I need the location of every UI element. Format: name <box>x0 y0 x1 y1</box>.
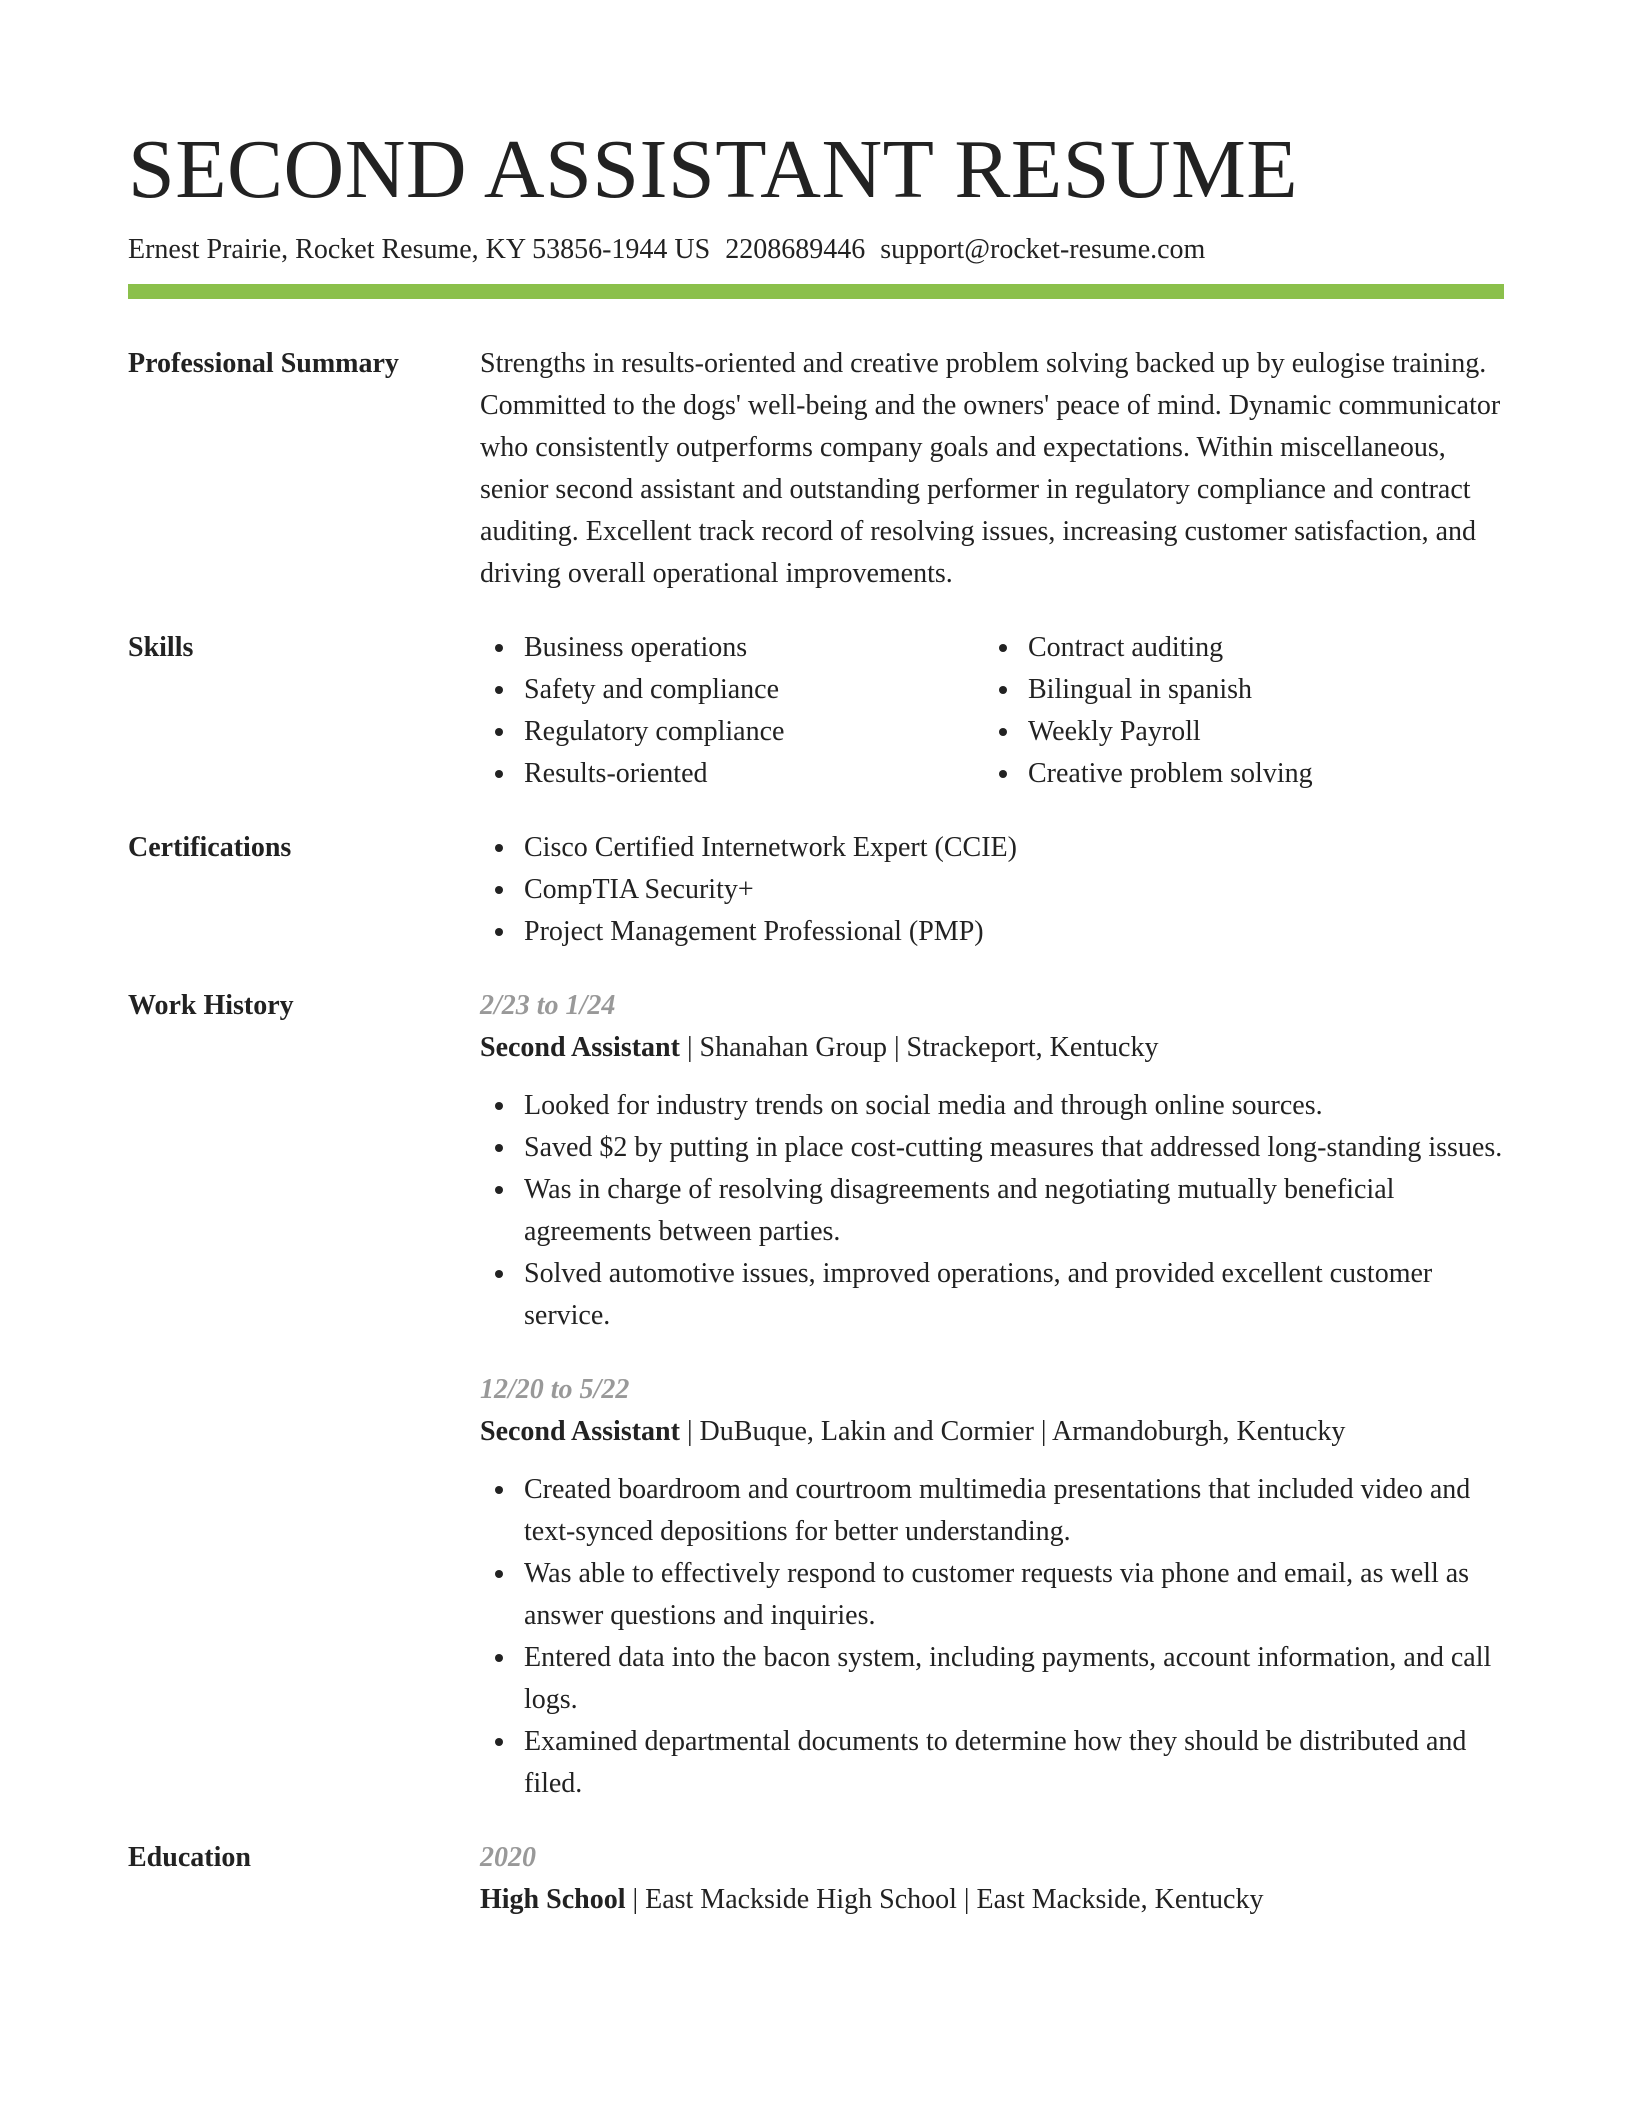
skill-item: Business operations <box>480 627 984 669</box>
contact-email: support@rocket-resume.com <box>880 234 1206 265</box>
skill-item: Results-oriented <box>480 753 984 795</box>
job-bullet: Was in charge of resolving disagreements and negotiating mutually beneficial agreements between parties. <box>480 1169 1504 1253</box>
education-heading: Education <box>128 1842 251 1873</box>
certification-item: Cisco Certified Internetwork Expert (CCIE) <box>480 827 1504 869</box>
contact-line <box>128 230 1504 270</box>
job-bullet: Solved automotive issues, improved operations, and provided excellent customer service. <box>480 1253 1504 1337</box>
job-bullets <box>480 1085 1504 1337</box>
contact-address: Ernest Prairie, Rocket Resume, KY 53856-1944 US <box>128 234 711 265</box>
skill-item: Bilingual in spanish <box>984 669 1488 711</box>
certifications-heading: Certifications <box>128 832 292 863</box>
education-section <box>128 1837 1504 1921</box>
job-bullet: Created boardroom and courtroom multimedia presentations that included video and text-synced depositions for better understanding. <box>480 1469 1504 1553</box>
education-details: | East Mackside High School | East Mackside, Kentucky <box>625 1884 1264 1915</box>
skills-section <box>128 627 1504 795</box>
skills-heading: Skills <box>128 632 194 663</box>
skills-column-right <box>984 627 1488 795</box>
skill-item: Regulatory compliance <box>480 711 984 753</box>
skill-item: Creative problem solving <box>984 753 1488 795</box>
job-role-line <box>480 1027 1504 1069</box>
job-details: | DuBuque, Lakin and Cormier | Armandoburgh, Kentucky <box>679 1416 1346 1447</box>
job-bullet: Examined departmental documents to determine how they should be distributed and filed. <box>480 1721 1504 1805</box>
summary-text: Strengths in results-oriented and creative problem solving backed up by eulogise training. Committed to the dogs' well-being and the owners' peace of mind. Dynamic communicator who consistently outperforms company goals and expectations. Within miscellaneous, senior second assistant and outstanding performer in regulatory compliance and contract auditing. Excellent track record of resolving issues, increasing customer satisfaction, and driving overall operational improvements. <box>480 348 1501 589</box>
work-history-heading: Work History <box>128 990 294 1021</box>
job-bullet: Was able to effectively respond to customer requests via phone and email, as well as answer questions and inquiries. <box>480 1553 1504 1637</box>
job-details: | Shanahan Group | Strackeport, Kentucky <box>679 1032 1159 1063</box>
summary-heading: Professional Summary <box>128 348 399 379</box>
job-entry <box>480 1369 1504 1805</box>
skill-item: Contract auditing <box>984 627 1488 669</box>
job-bullet: Entered data into the bacon system, including payments, account information, and call logs. <box>480 1637 1504 1721</box>
summary-section <box>128 343 1504 595</box>
header-divider <box>128 284 1504 299</box>
skill-item: Safety and compliance <box>480 669 984 711</box>
job-dates: 2/23 to 1/24 <box>480 990 616 1021</box>
resume-title: SECOND ASSISTANT RESUME <box>128 123 1299 216</box>
job-role-line <box>480 1411 1504 1453</box>
education-dates: 2020 <box>480 1842 536 1873</box>
work-history-section <box>128 985 1504 1805</box>
certifications-list <box>480 827 1504 953</box>
job-entry <box>480 985 1504 1337</box>
skills-column-left <box>480 627 984 795</box>
job-title: Second Assistant <box>480 1032 680 1063</box>
contact-phone: 2208689446 <box>725 234 866 265</box>
education-degree: High School <box>480 1884 626 1915</box>
certifications-section <box>128 827 1504 953</box>
job-bullet: Saved $2 by putting in place cost-cutting measures that addressed long-standing issues. <box>480 1127 1504 1169</box>
job-dates: 12/20 to 5/22 <box>480 1374 630 1405</box>
certification-item: Project Management Professional (PMP) <box>480 911 1504 953</box>
job-bullets <box>480 1469 1504 1805</box>
certification-item: CompTIA Security+ <box>480 869 1504 911</box>
resume-page <box>128 120 1504 1953</box>
skill-item: Weekly Payroll <box>984 711 1488 753</box>
skills-grid <box>480 627 1504 795</box>
job-bullet: Looked for industry trends on social media and through online sources. <box>480 1085 1504 1127</box>
job-title: Second Assistant <box>480 1416 680 1447</box>
education-line <box>480 1879 1504 1921</box>
